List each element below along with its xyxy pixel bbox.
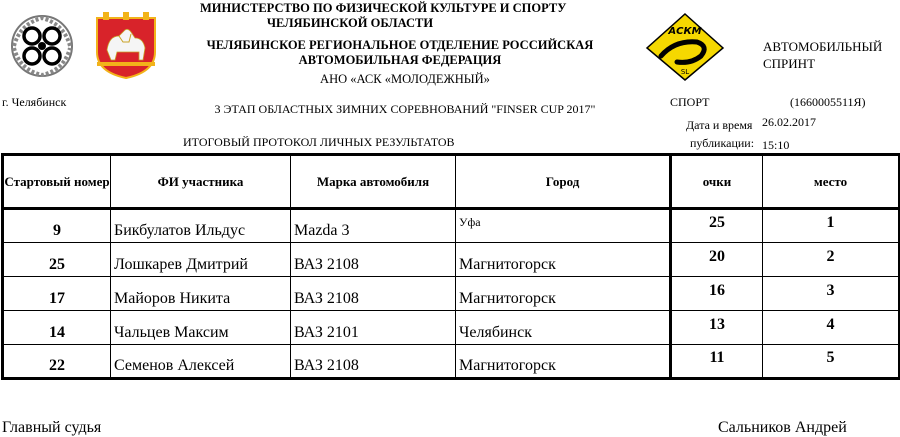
table-header-row (3, 155, 900, 209)
column-header-city: Город (456, 155, 671, 209)
start-number-cell: 25 (3, 243, 111, 277)
participant-cell: Майоров Никита (111, 277, 291, 311)
federation-logo-icon (10, 14, 75, 79)
table-row (3, 345, 900, 379)
publication-label-line-2: публикации: (690, 136, 755, 150)
column-header-car: Марка автомобиля (291, 155, 456, 209)
chief-judge-name: Сальников Андрей (718, 419, 847, 436)
start-number-cell: 22 (3, 345, 111, 379)
sport-label: СПОРТ (670, 95, 710, 109)
organizer: АНО «АСК «МОЛОДЕЖНЫЙ» (320, 72, 490, 86)
participant-cell: Семенов Алексей (111, 345, 291, 379)
place-cell: 1 (763, 209, 900, 243)
venue-city: г. Челябинск (2, 95, 67, 109)
chief-judge-label: Главный судья (2, 419, 102, 436)
city-cell: Магнитогорск (456, 243, 671, 277)
table-row (3, 243, 900, 277)
car-cell: Mazda 3 (291, 209, 456, 243)
start-number-cell: 9 (3, 209, 111, 243)
publication-date: 26.02.2017 (762, 115, 816, 129)
table-row (3, 311, 900, 345)
ask-logo-sub: SL (680, 68, 690, 76)
ministry-line-1: МИНИСТЕРСТВО ПО ФИЗИЧЕСКОЙ КУЛЬТУРЕ И СПОРТУ (200, 1, 567, 15)
participant-cell: Бикбулатов Ильдус (111, 209, 291, 243)
place-cell: 4 (763, 311, 900, 345)
city-cell: Магнитогорск (456, 345, 671, 379)
event-title: 3 ЭТАП ОБЛАСТНЫХ ЗИМНИХ СОРЕВНОВАНИЙ "FINSER CUP 2017" (214, 102, 596, 116)
car-cell: ВАЗ 2108 (291, 277, 456, 311)
federation-line-1: ЧЕЛЯБИНСКОЕ РЕГИОНАЛЬНОЕ ОТДЕЛЕНИЕ РОССИЙСКАЯ (206, 38, 594, 52)
discipline-line-1: АВТОМОБИЛЬНЫЙ (763, 39, 883, 54)
ministry-line-2: ЧЕЛЯБИНСКОЙ ОБЛАСТИ (266, 16, 434, 30)
column-header-place: место (763, 155, 900, 209)
place-cell: 5 (763, 345, 900, 379)
car-cell: ВАЗ 2101 (291, 311, 456, 345)
start-number-cell: 14 (3, 311, 111, 345)
ministry-title (200, 1, 567, 31)
points-cell: 16 (671, 277, 763, 311)
sport-code: (1660005511Я) (790, 95, 866, 109)
protocol-title: ИТОГОВЫЙ ПРОТОКОЛ ЛИЧНЫХ РЕЗУЛЬТАТОВ (183, 135, 455, 149)
publication-label-line-1: Дата и время (686, 118, 753, 132)
chelyabinsk-coat-of-arms-icon (95, 12, 157, 80)
car-cell: ВАЗ 2108 (291, 243, 456, 277)
place-cell: 3 (763, 277, 900, 311)
city-cell: Магнитогорск (456, 277, 671, 311)
results-table (1, 153, 900, 380)
column-header-start-number: Стартовый номер (3, 155, 111, 209)
start-number-cell: 17 (3, 277, 111, 311)
publication-time: 15:10 (762, 138, 790, 152)
points-cell: 20 (671, 243, 763, 277)
discipline (763, 38, 882, 72)
ask-logo-text: АСКМ (668, 26, 702, 37)
ask-molodezhny-logo-icon (645, 12, 725, 82)
federation-line-2: АВТОМОБИЛЬНАЯ ФЕДЕРАЦИЯ (298, 53, 502, 67)
federation-title (190, 38, 610, 68)
column-header-participant: ФИ участника (111, 155, 291, 209)
column-header-points: очки (671, 155, 763, 209)
city-cell: Челябинск (456, 311, 671, 345)
car-cell: ВАЗ 2108 (291, 345, 456, 379)
points-cell: 25 (671, 209, 763, 243)
place-cell: 2 (763, 243, 900, 277)
table-row (3, 209, 900, 243)
participant-cell: Лошкарев Дмитрий (111, 243, 291, 277)
city-cell: Уфа (456, 209, 671, 243)
table-row (3, 277, 900, 311)
points-cell: 13 (671, 311, 763, 345)
points-cell: 11 (671, 345, 763, 379)
participant-cell: Чальцев Максим (111, 311, 291, 345)
discipline-line-2: СПРИНТ (763, 56, 816, 71)
